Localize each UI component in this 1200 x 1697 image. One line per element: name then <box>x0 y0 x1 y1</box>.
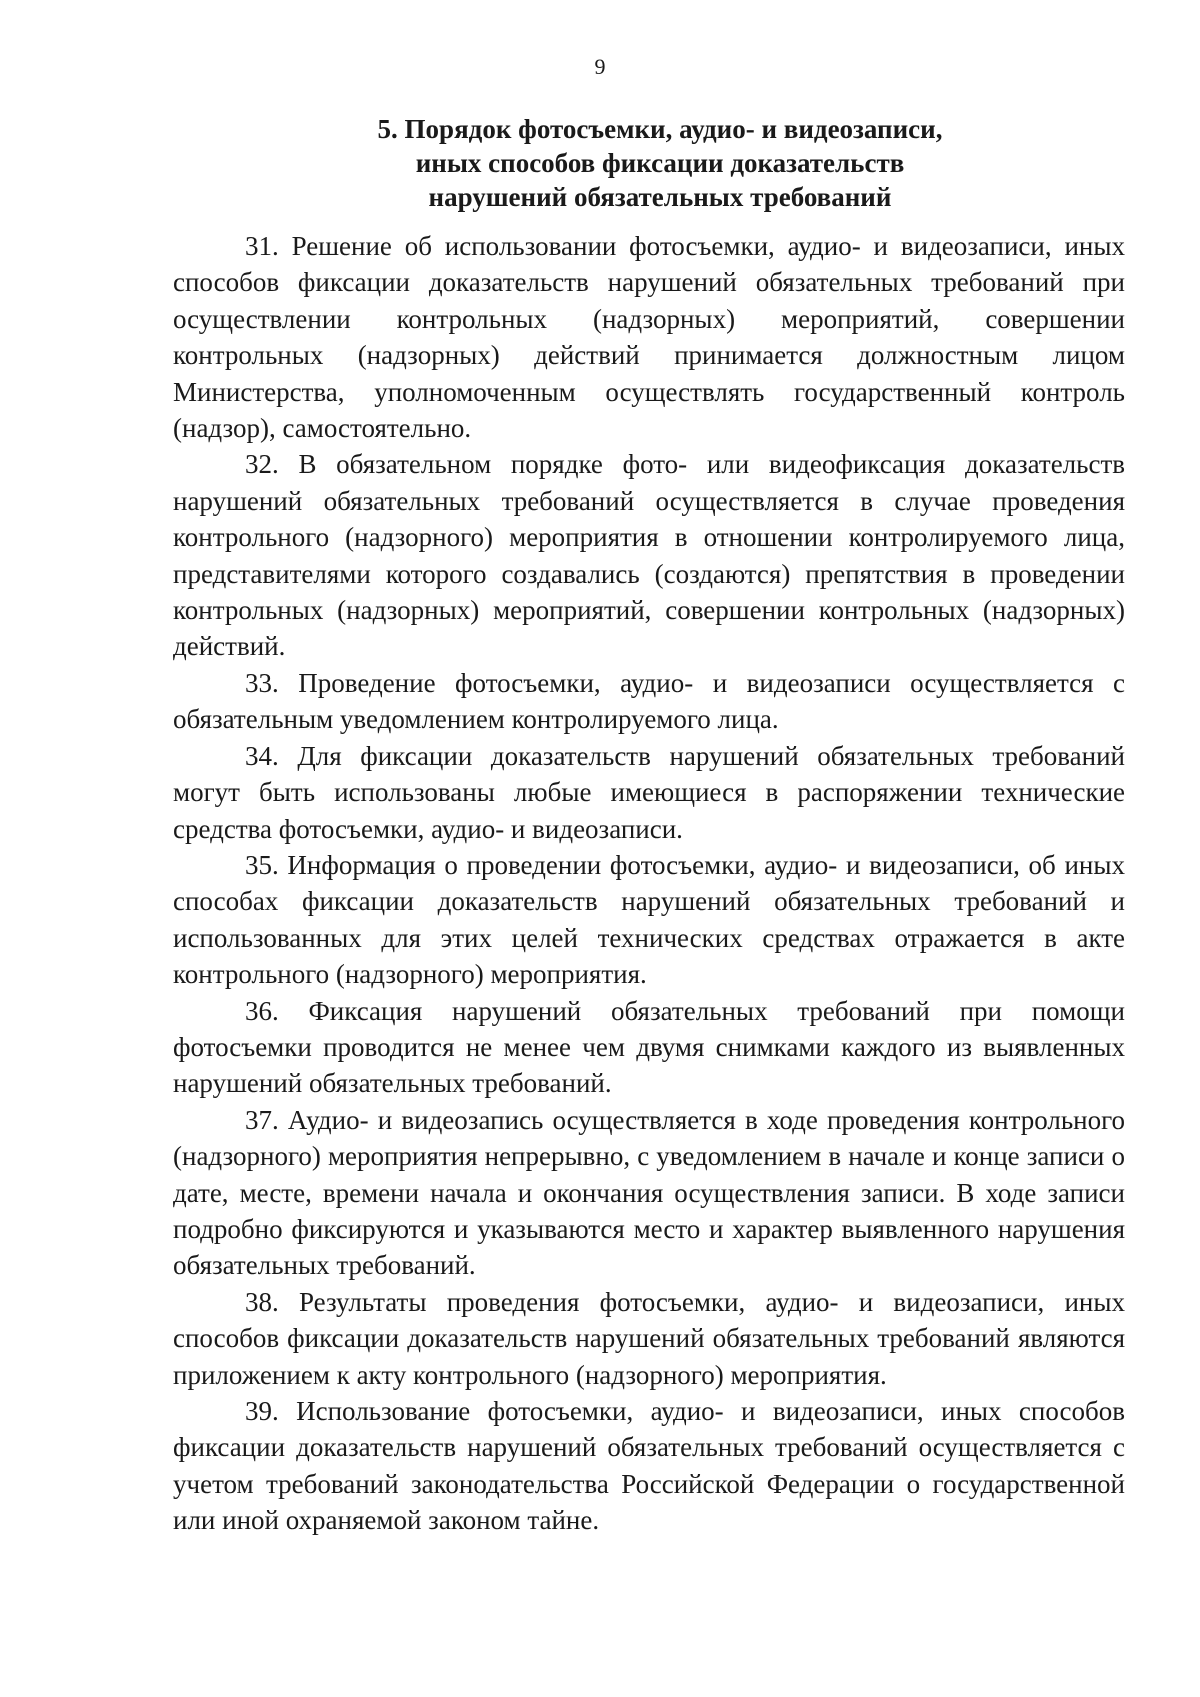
clause-38: 38. Результаты проведения фотосъемки, аудио- и видеозаписи, иных способов фиксации доказательств нарушений обязательных требований являются приложением к акту контрольного (надзорного) мероприятия. <box>173 1286 1125 1390</box>
clause-37: 37. Аудио- и видеозапись осуществляется в ходе проведения контрольного (надзорного) мероприятия непрерывно, с уведомлением в начале и конце записи о дате, месте, времени начала и окончания осуществления записи. В ходе записи подробно фиксируются и указываются место и характер выявленного нарушения обязательных требований. <box>173 1104 1125 1281</box>
clause-31: 31. Решение об использовании фотосъемки, аудио- и видеозаписи, иных способов фиксации доказательств нарушений обязательных требований при осуществлении контрольных (надзорных) мероприятий, совершении контрольных (надзорных) действий принимается должностным лицом Министерства, уполномоченным осуществлять государственный контроль (надзор), самостоятельно. <box>173 231 1125 444</box>
clause-39: 39. Использование фотосъемки, аудио- и видеозаписи, иных способов фиксации доказательств нарушений обязательных требований осуществляется с учетом требований законодательства Российской Федерации о государственной или иной охраняемой законом тайне. <box>173 1396 1125 1536</box>
clause-33: 33. Проведение фотосъемки, аудио- и видеозаписи осуществляется с обязательным уведомлением контролируемого лица. <box>173 667 1125 735</box>
clause-34: 34. Для фиксации доказательств нарушений обязательных требований могут быть использованы любые имеющиеся в распоряжении технические средства фотосъемки, аудио- и видеозаписи. <box>173 740 1125 844</box>
section-title-line: нарушений обязательных требований <box>428 182 892 212</box>
clause-32: 32. В обязательном порядке фото- или видеофиксация доказательств нарушений обязательных требований осуществляется в случае проведения контрольного (надзорного) мероприятия в отношении контролируемого лица, представителями которого создавались (создаются) препятствия в проведении контрольных (надзорных) мероприятий, совершении контрольных (надзорных) действий. <box>173 449 1125 662</box>
page-number: 9 <box>594 54 606 79</box>
section-title-line: 5. Порядок фотосъемки, аудио- и видеозаписи, <box>377 114 943 144</box>
clause-36: 36. Фиксация нарушений обязательных требований при помощи фотосъемки проводится не менее чем двумя снимками каждого из выявленных нарушений обязательных требований. <box>173 995 1125 1099</box>
section-body <box>173 228 1125 1539</box>
section-title-line: иных способов фиксации доказательств <box>415 148 905 178</box>
clause-35: 35. Информация о проведении фотосъемки, аудио- и видеозаписи, об иных способах фиксации доказательств нарушений обязательных требований и использованных для этих целей технических средствах отражается в акте контрольного (надзорного) мероприятия. <box>173 849 1125 990</box>
section-title <box>160 112 1160 214</box>
